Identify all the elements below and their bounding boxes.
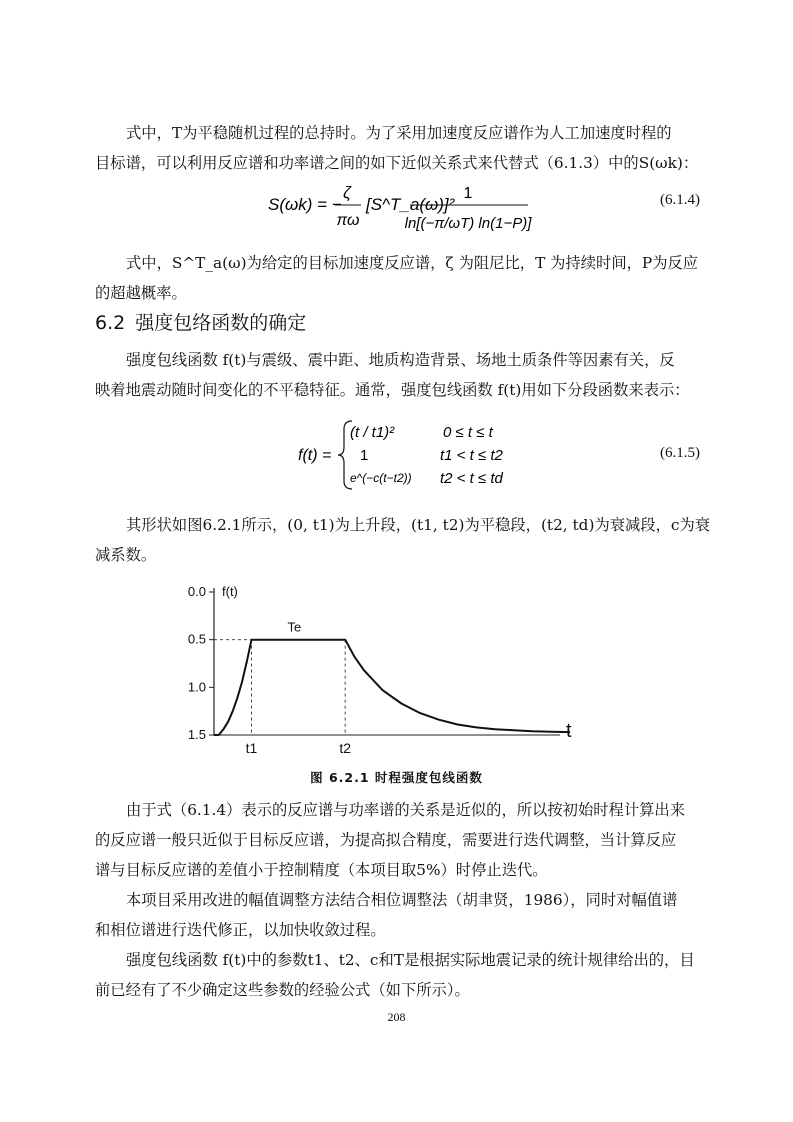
text-line: 谱与目标反应谱的差值小于控制精度（本项目取5%）时停止迭代。 (95, 861, 548, 879)
paragraph-method (95, 885, 701, 945)
paragraph-envelope-intro (95, 345, 701, 405)
envelope-chart (178, 580, 578, 760)
section-title: 强度包络函数的确定 (135, 312, 307, 334)
text-line: 前已经有了不少确定这些参数的经验公式（如下所示）。 (95, 981, 470, 999)
equation-label: (6.1.4) (660, 192, 700, 208)
plateau-label: Te (287, 619, 302, 635)
y-tick-label: 0.0 (187, 584, 206, 599)
x-tick-label-t2: t2 (339, 740, 352, 756)
eq615-case1-expr: (t / t1)² (350, 424, 395, 441)
text-line: 强度包线函数 f(t)与震级、震中距、地质构造背景、场地土质条件等因素有关，反 (126, 351, 675, 369)
text-line: 由于式（6.1.4）表示的反应谱与功率谱的关系是近似的，所以按初始时程计算出来 (126, 801, 686, 819)
y-tick-label: 0.5 (187, 631, 206, 647)
paragraph-parameters (95, 945, 701, 1005)
eq615-lhs: f(t) = (298, 447, 332, 464)
figure-caption: 图 6.2.1 时程强度包线函数 (310, 770, 483, 785)
eq615-case1-cond: 0 ≤ t ≤ t (443, 424, 493, 441)
eq615-case3-cond: t2 < t ≤ td (440, 470, 503, 487)
x-tick-label-t1: t1 (245, 740, 258, 756)
text-line: 的反应谱一般只近似于目标反应谱，为提高拟合精度，需要进行迭代调整，当计算反应 (95, 831, 677, 849)
eq614-frac1-num: ζ (343, 183, 351, 202)
y-axis-label: f(t) (222, 584, 238, 599)
eq614-frac2-den: ln[(−π/ωT) ln(1−P)] (404, 215, 532, 232)
text-line: 式中，T为平稳随机过程的总持时。为了采用加速度反应谱作为人工加速度时程的 (126, 124, 672, 142)
paragraph-symbol-definitions (95, 248, 701, 308)
text-line: 减系数。 (95, 546, 157, 564)
section-heading (95, 308, 306, 335)
text-line: 式中，S^T_a(ω)为给定的目标加速度反应谱，ζ 为阻尼比，T 为持续时间，P为反应 (126, 254, 699, 272)
x-axis-label: t (566, 720, 572, 742)
section-number: 6.2 (95, 312, 126, 334)
y-tick-label: 1.5 (187, 727, 206, 742)
paragraph-iteration (95, 795, 701, 885)
text-line: 强度包线函数 f(t)中的参数t1、t2、c和T是根据实际地震记录的统计规律给出的，目 (126, 951, 695, 969)
eq615-case2-expr: 1 (360, 447, 369, 464)
equation-label: (6.1.5) (660, 445, 700, 461)
y-tick-label: 1.0 (187, 679, 206, 695)
eq614-bracket: [S^T_a(ω)]² (366, 195, 455, 214)
paragraph-shape-description (95, 510, 711, 570)
envelope-series-line (214, 640, 570, 735)
text-line: 目标谱，可以利用反应谱和功率谱之间的如下近似关系式来代替式（6.1.3）中的S(ωk)： (95, 154, 699, 172)
eq615-case3-expr: e^(−c(t−t2)) (350, 471, 412, 485)
paragraph-total-duration (95, 118, 701, 178)
page-number: 208 (387, 1010, 406, 1024)
text-line: 和相位谱进行迭代修正，以加快收敛过程。 (95, 921, 386, 939)
text-line: 其形状如图6.2.1所示，(0, t1)为上升段，(t1, t2)为平稳段，(t2, td)为衰减段，c为衰 (126, 516, 711, 534)
text-line: 本项目采用改进的幅值调整方法结合相位调整法（胡聿贤，1986），同时对幅值谱 (126, 891, 678, 909)
eq614-frac1-den: πω (336, 212, 360, 229)
text-line: 的超越概率。 (95, 284, 187, 302)
eq614-frac2-num: 1 (463, 185, 473, 202)
eq615-case2-cond: t1 < t ≤ t2 (440, 447, 503, 464)
eq614-lhs: S(ωk) = − (268, 195, 342, 214)
text-line: 映着地震动随时间变化的不平稳特征。通常，强度包线函数 f(t)用如下分段函数来表示： (95, 381, 690, 399)
